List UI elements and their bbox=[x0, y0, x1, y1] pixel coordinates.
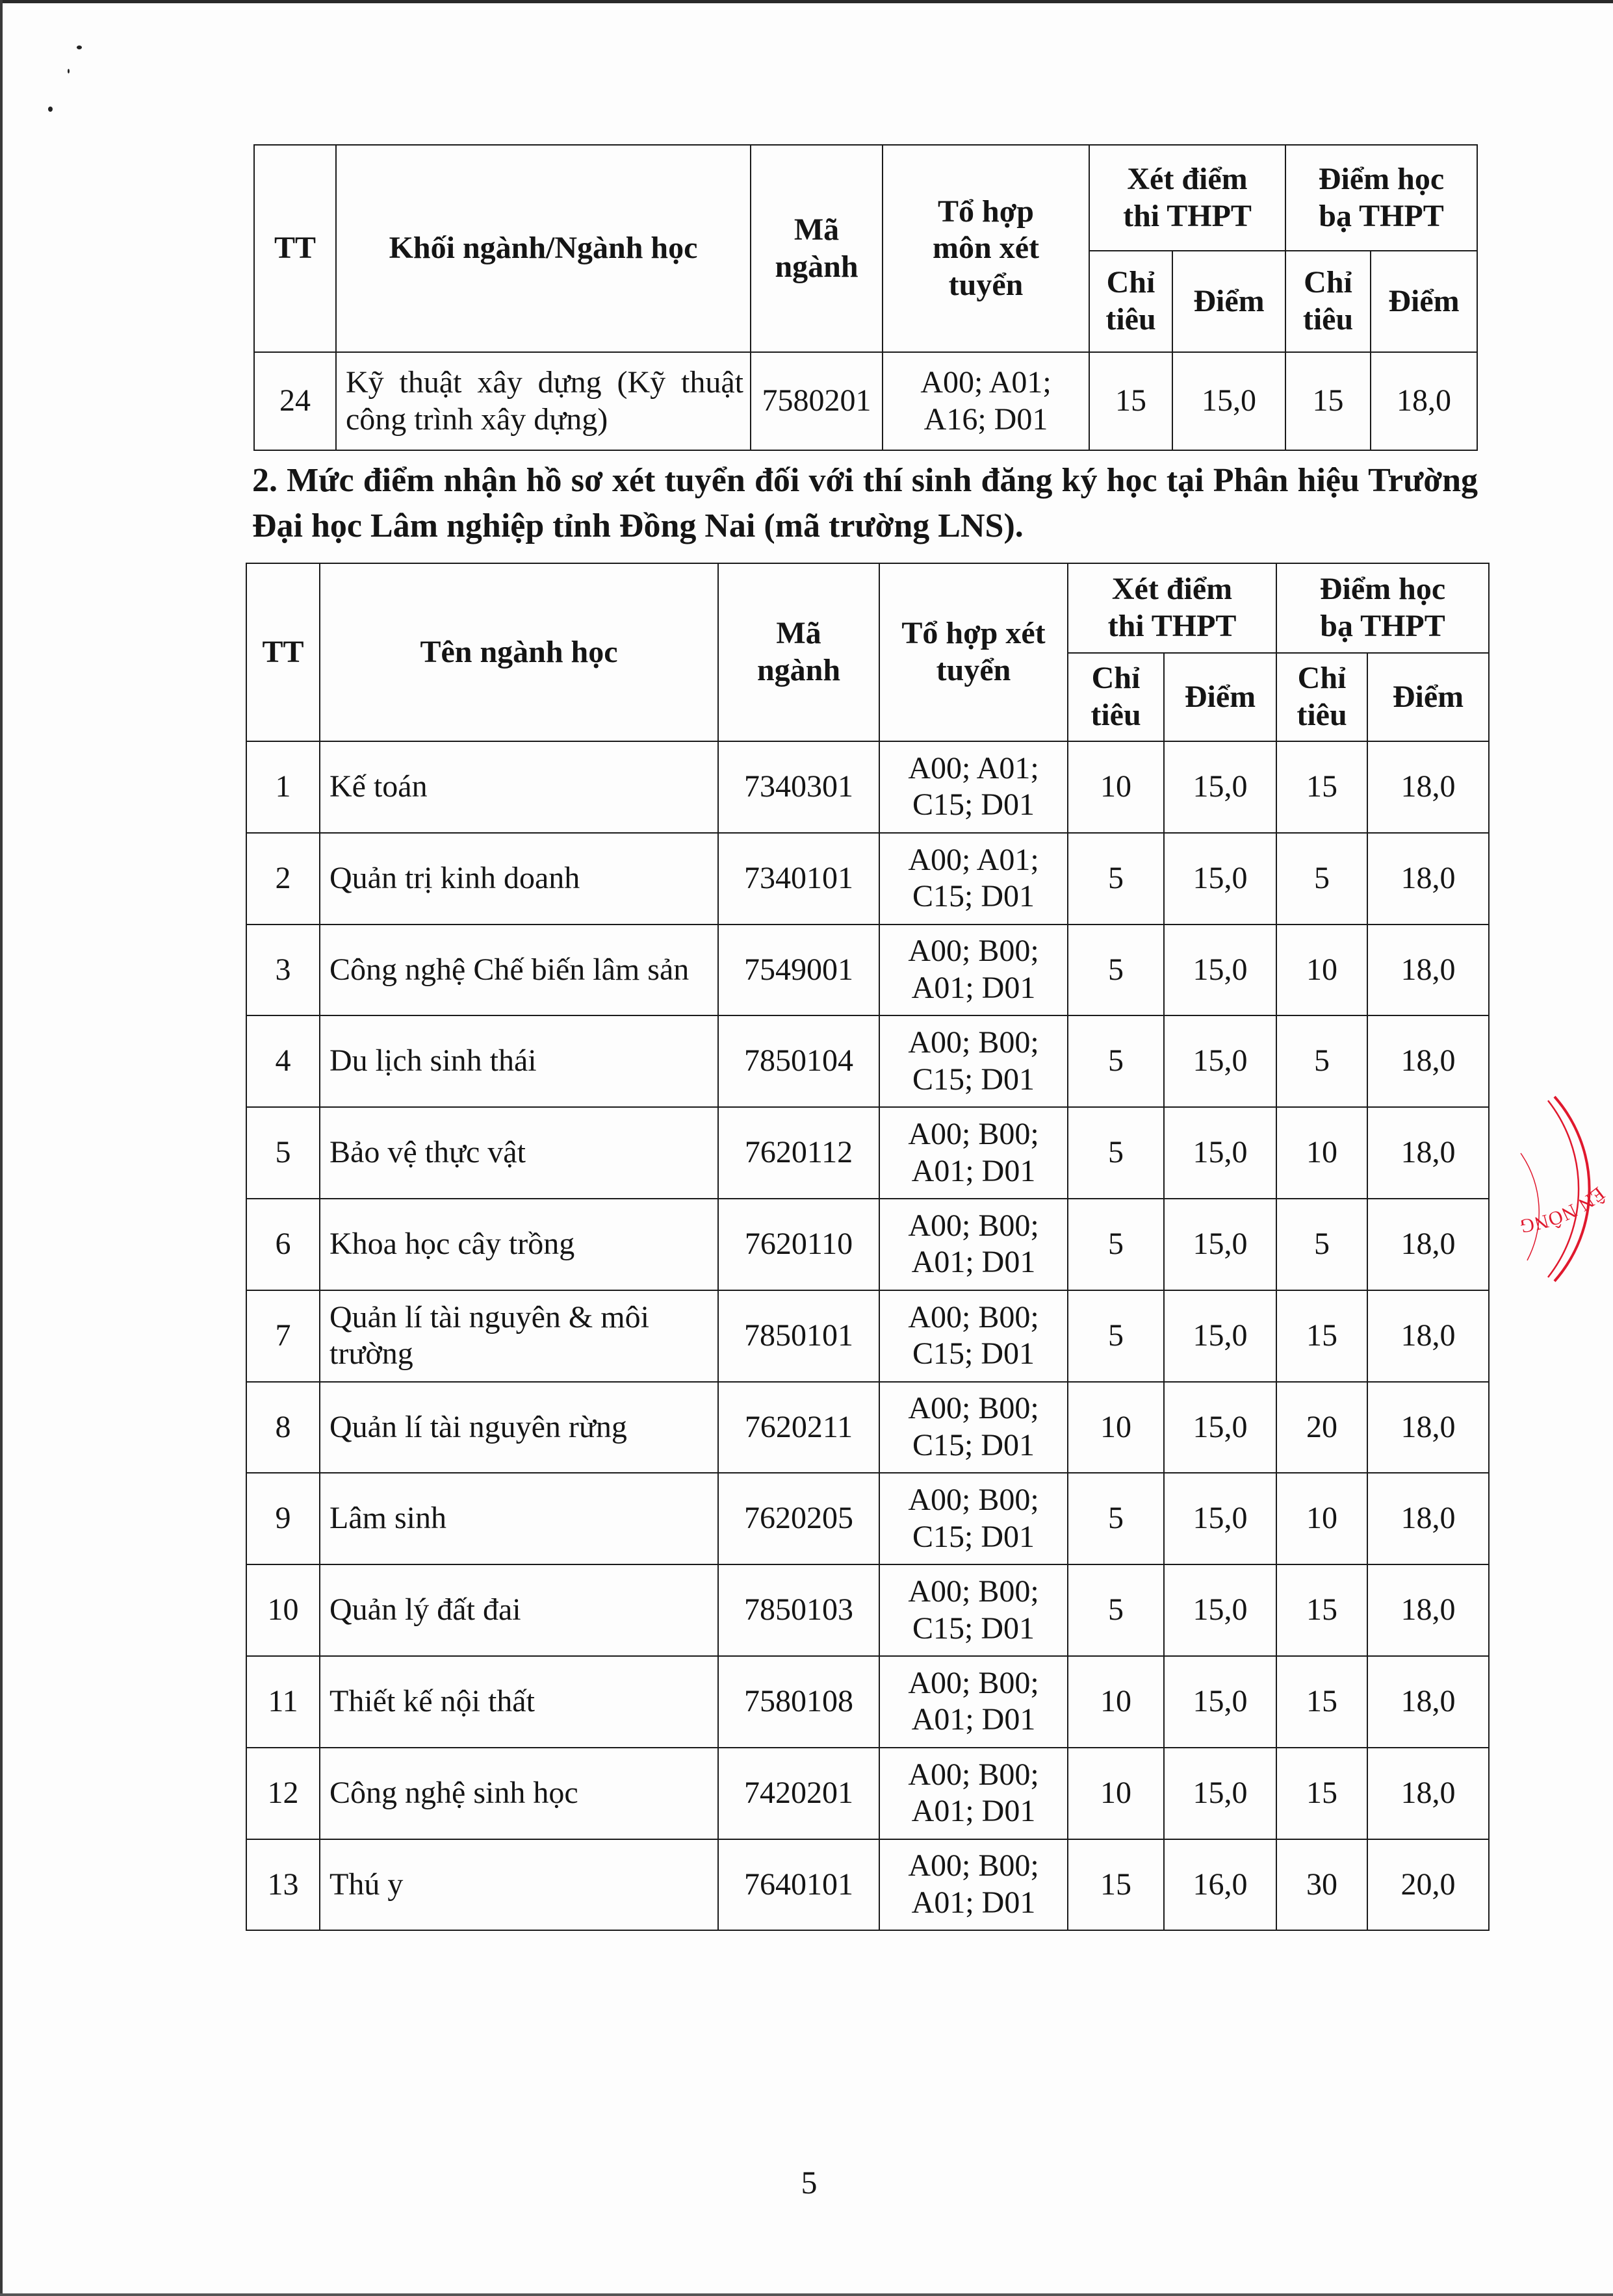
cell-transcript-quota: 10 bbox=[1276, 1107, 1367, 1199]
cell-subject-combination: A00; B00; C15; D01 bbox=[879, 1290, 1068, 1382]
cell-subject-combination: A00; B00; A01; D01 bbox=[879, 1199, 1068, 1290]
header-major-name: Tên ngành học bbox=[320, 563, 718, 741]
cell-exam-quota: 5 bbox=[1068, 925, 1164, 1016]
cell-transcript-quota: 15 bbox=[1276, 1656, 1367, 1748]
cell-major-name: Công nghệ sinh học bbox=[320, 1748, 718, 1839]
cell-tt: 13 bbox=[246, 1839, 320, 1931]
table-row bbox=[246, 1564, 1489, 1656]
cell-major-code: 7620110 bbox=[718, 1199, 879, 1290]
scan-border-bottom bbox=[0, 2293, 1613, 2296]
table-row bbox=[246, 741, 1489, 833]
cell-exam-quota: 10 bbox=[1068, 1382, 1164, 1473]
header-tt: TT bbox=[254, 145, 336, 352]
header-transcript-score: Điểm bbox=[1371, 251, 1477, 352]
cell-exam-quota: 15 bbox=[1068, 1839, 1164, 1931]
cell-exam-score: 16,0 bbox=[1164, 1839, 1276, 1931]
header-tt: TT bbox=[246, 563, 320, 741]
cell-major-name: Bảo vệ thực vật bbox=[320, 1107, 718, 1199]
cell-tt: 4 bbox=[246, 1015, 320, 1107]
cell-subject-combination: A00; A01; C15; D01 bbox=[879, 741, 1068, 833]
cell-exam-score: 15,0 bbox=[1164, 1290, 1276, 1382]
cell-exam-quota: 5 bbox=[1068, 1015, 1164, 1107]
cell-subject-combination: A00; B00; C15; D01 bbox=[879, 1564, 1068, 1656]
scan-speck bbox=[48, 107, 53, 112]
cell-transcript-score: 18,0 bbox=[1367, 1382, 1489, 1473]
cell-subject-combination: A00; B00; C15; D01 bbox=[879, 1473, 1068, 1564]
cell-major-name: Thú y bbox=[320, 1839, 718, 1931]
cell-exam-quota: 5 bbox=[1068, 833, 1164, 925]
cell-tt: 8 bbox=[246, 1382, 320, 1473]
cell-transcript-score: 18,0 bbox=[1367, 833, 1489, 925]
cell-transcript-score: 18,0 bbox=[1367, 1473, 1489, 1564]
seal-inner-arc bbox=[1521, 1153, 1539, 1260]
cell-major-name: Quản lý đất đai bbox=[320, 1564, 718, 1656]
cell-transcript-score: 18,0 bbox=[1367, 1107, 1489, 1199]
cell-exam-score: 15,0 bbox=[1164, 1107, 1276, 1199]
cell-subject-combination: A00; B00; C15; D01 bbox=[879, 1015, 1068, 1107]
section-2-heading: 2. Mức điểm nhận hồ sơ xét tuyển đối với thí sinh đăng ký học tại Phân hiệu Trường Đại học Lâm nghiệp tỉnh Đồng Nai (mã trường LNS). bbox=[252, 462, 1478, 544]
header-transcript-score-group: Điểm học bạ THPT bbox=[1276, 563, 1489, 653]
scan-border-left bbox=[0, 0, 3, 2296]
cell-major-code: 7850103 bbox=[718, 1564, 879, 1656]
cell-transcript-quota: 15 bbox=[1276, 1290, 1367, 1382]
header-major-code: Mã ngành bbox=[751, 145, 883, 352]
cell-transcript-score: 18,0 bbox=[1367, 1290, 1489, 1382]
cell-exam-score: 15,0 bbox=[1164, 741, 1276, 833]
header-exam-quota: Chỉ tiêu bbox=[1089, 251, 1172, 352]
cell-subject-combination: A00; B00; C15; D01 bbox=[879, 1382, 1068, 1473]
cell-transcript-quota: 20 bbox=[1276, 1382, 1367, 1473]
page-number: 5 bbox=[801, 2164, 818, 2200]
cell-transcript-score: 20,0 bbox=[1367, 1839, 1489, 1931]
cell-major-name: Quản trị kinh doanh bbox=[320, 833, 718, 925]
cell-transcript-score: 18,0 bbox=[1367, 925, 1489, 1016]
cell-major-code: 7549001 bbox=[718, 925, 879, 1016]
cell-major-name: Khoa học cây trồng bbox=[320, 1199, 718, 1290]
cell-tt: 12 bbox=[246, 1748, 320, 1839]
cell-transcript-score: 18,0 bbox=[1371, 352, 1477, 450]
cell-exam-quota: 15 bbox=[1089, 352, 1172, 450]
cell-transcript-quota: 15 bbox=[1276, 1748, 1367, 1839]
header-transcript-score-group: Điểm học bạ THPT bbox=[1285, 145, 1477, 251]
cell-major-code: 7850101 bbox=[718, 1290, 879, 1382]
header-exam-quota: Chỉ tiêu bbox=[1068, 653, 1164, 741]
admission-table-continued bbox=[253, 144, 1478, 451]
cell-major-code: 7620205 bbox=[718, 1473, 879, 1564]
cell-transcript-quota: 5 bbox=[1276, 1199, 1367, 1290]
cell-tt: 6 bbox=[246, 1199, 320, 1290]
cell-major-code: 7580201 bbox=[751, 352, 883, 450]
cell-major-name: Quản lí tài nguyên rừng bbox=[320, 1382, 718, 1473]
cell-major-name: Lâm sinh bbox=[320, 1473, 718, 1564]
scan-speck bbox=[68, 69, 70, 73]
cell-major-code: 7620112 bbox=[718, 1107, 879, 1199]
cell-tt: 10 bbox=[246, 1564, 320, 1656]
cell-exam-quota: 5 bbox=[1068, 1473, 1164, 1564]
table-row bbox=[246, 1473, 1489, 1564]
cell-transcript-quota: 5 bbox=[1276, 833, 1367, 925]
table-row bbox=[246, 925, 1489, 1016]
cell-major-name: Kỹ thuật xây dựng (Kỹ thuật công trình xây dựng) bbox=[336, 352, 751, 450]
cell-transcript-score: 18,0 bbox=[1367, 1656, 1489, 1748]
header-exam-score: Điểm bbox=[1172, 251, 1285, 352]
cell-subject-combination: A00; A01; C15; D01 bbox=[879, 833, 1068, 925]
cell-exam-quota: 10 bbox=[1068, 1656, 1164, 1748]
cell-exam-score: 15,0 bbox=[1164, 1564, 1276, 1656]
seal-text: ÊN NÔNG bbox=[1518, 1182, 1609, 1237]
header-subject-combination: Tổ hợp môn xét tuyển bbox=[883, 145, 1089, 352]
cell-exam-quota: 10 bbox=[1068, 1748, 1164, 1839]
cell-subject-combination: A00; A01; A16; D01 bbox=[883, 352, 1089, 450]
header-subject-combination: Tổ hợp xét tuyển bbox=[879, 563, 1068, 741]
table-row bbox=[246, 1290, 1489, 1382]
header-exam-score-group: Xét điểm thi THPT bbox=[1068, 563, 1276, 653]
cell-exam-quota: 5 bbox=[1068, 1199, 1164, 1290]
cell-tt: 24 bbox=[254, 352, 336, 450]
cell-exam-score: 15,0 bbox=[1164, 1748, 1276, 1839]
admission-table-lns bbox=[246, 563, 1490, 1931]
cell-tt: 2 bbox=[246, 833, 320, 925]
cell-transcript-quota: 30 bbox=[1276, 1839, 1367, 1931]
cell-transcript-quota: 5 bbox=[1276, 1015, 1367, 1107]
cell-major-name: Thiết kế nội thất bbox=[320, 1656, 718, 1748]
scan-speck bbox=[77, 45, 82, 49]
cell-tt: 1 bbox=[246, 741, 320, 833]
cell-exam-quota: 5 bbox=[1068, 1290, 1164, 1382]
table-row bbox=[246, 1199, 1489, 1290]
cell-tt: 3 bbox=[246, 925, 320, 1016]
scan-border-top bbox=[0, 0, 1613, 3]
cell-transcript-quota: 15 bbox=[1285, 352, 1371, 450]
table-row bbox=[254, 352, 1477, 450]
cell-exam-score: 15,0 bbox=[1164, 1382, 1276, 1473]
cell-subject-combination: A00; B00; A01; D01 bbox=[879, 1656, 1068, 1748]
cell-subject-combination: A00; B00; A01; D01 bbox=[879, 925, 1068, 1016]
cell-major-code: 7340301 bbox=[718, 741, 879, 833]
cell-major-name: Quản lí tài nguyên & môi trường bbox=[320, 1290, 718, 1382]
cell-transcript-score: 18,0 bbox=[1367, 1748, 1489, 1839]
cell-exam-quota: 10 bbox=[1068, 741, 1164, 833]
table-row bbox=[246, 1107, 1489, 1199]
table-row bbox=[246, 1839, 1489, 1931]
cell-exam-score: 15,0 bbox=[1164, 925, 1276, 1016]
cell-exam-quota: 5 bbox=[1068, 1564, 1164, 1656]
cell-transcript-quota: 10 bbox=[1276, 1473, 1367, 1564]
cell-exam-score: 15,0 bbox=[1164, 1199, 1276, 1290]
cell-major-code: 7420201 bbox=[718, 1748, 879, 1839]
header-exam-score-group: Xét điểm thi THPT bbox=[1089, 145, 1285, 251]
cell-tt: 7 bbox=[246, 1290, 320, 1382]
table-row bbox=[246, 833, 1489, 925]
header-exam-score: Điểm bbox=[1164, 653, 1276, 741]
cell-tt: 11 bbox=[246, 1656, 320, 1748]
cell-exam-score: 15,0 bbox=[1164, 833, 1276, 925]
cell-subject-combination: A00; B00; A01; D01 bbox=[879, 1107, 1068, 1199]
cell-exam-quota: 5 bbox=[1068, 1107, 1164, 1199]
cell-transcript-score: 18,0 bbox=[1367, 741, 1489, 833]
cell-major-code: 7340101 bbox=[718, 833, 879, 925]
cell-subject-combination: A00; B00; A01; D01 bbox=[879, 1839, 1068, 1931]
cell-major-code: 7640101 bbox=[718, 1839, 879, 1931]
cell-transcript-score: 18,0 bbox=[1367, 1564, 1489, 1656]
cell-major-name: Du lịch sinh thái bbox=[320, 1015, 718, 1107]
official-seal bbox=[1514, 1078, 1613, 1299]
cell-major-code: 7850104 bbox=[718, 1015, 879, 1107]
cell-major-name: Công nghệ Chế biến lâm sản bbox=[320, 925, 718, 1016]
table-row bbox=[246, 1656, 1489, 1748]
cell-subject-combination: A00; B00; A01; D01 bbox=[879, 1748, 1068, 1839]
cell-transcript-quota: 15 bbox=[1276, 741, 1367, 833]
header-transcript-score: Điểm bbox=[1367, 653, 1489, 741]
cell-major-code: 7620211 bbox=[718, 1382, 879, 1473]
cell-exam-score: 15,0 bbox=[1164, 1015, 1276, 1107]
cell-exam-score: 15,0 bbox=[1164, 1656, 1276, 1748]
cell-transcript-score: 18,0 bbox=[1367, 1015, 1489, 1107]
cell-major-name: Kế toán bbox=[320, 741, 718, 833]
seal-outer-ring bbox=[1555, 1097, 1590, 1281]
header-major-group: Khối ngành/Ngành học bbox=[336, 145, 751, 352]
table-row bbox=[246, 1382, 1489, 1473]
cell-transcript-quota: 15 bbox=[1276, 1564, 1367, 1656]
cell-transcript-score: 18,0 bbox=[1367, 1199, 1489, 1290]
cell-tt: 5 bbox=[246, 1107, 320, 1199]
header-major-code: Mã ngành bbox=[718, 563, 879, 741]
header-transcript-quota: Chỉ tiêu bbox=[1285, 251, 1371, 352]
header-transcript-quota: Chỉ tiêu bbox=[1276, 653, 1367, 741]
cell-major-code: 7580108 bbox=[718, 1656, 879, 1748]
table-row bbox=[246, 1015, 1489, 1107]
cell-tt: 9 bbox=[246, 1473, 320, 1564]
cell-exam-score: 15,0 bbox=[1164, 1473, 1276, 1564]
cell-transcript-quota: 10 bbox=[1276, 925, 1367, 1016]
cell-exam-score: 15,0 bbox=[1172, 352, 1285, 450]
table-row bbox=[246, 1748, 1489, 1839]
